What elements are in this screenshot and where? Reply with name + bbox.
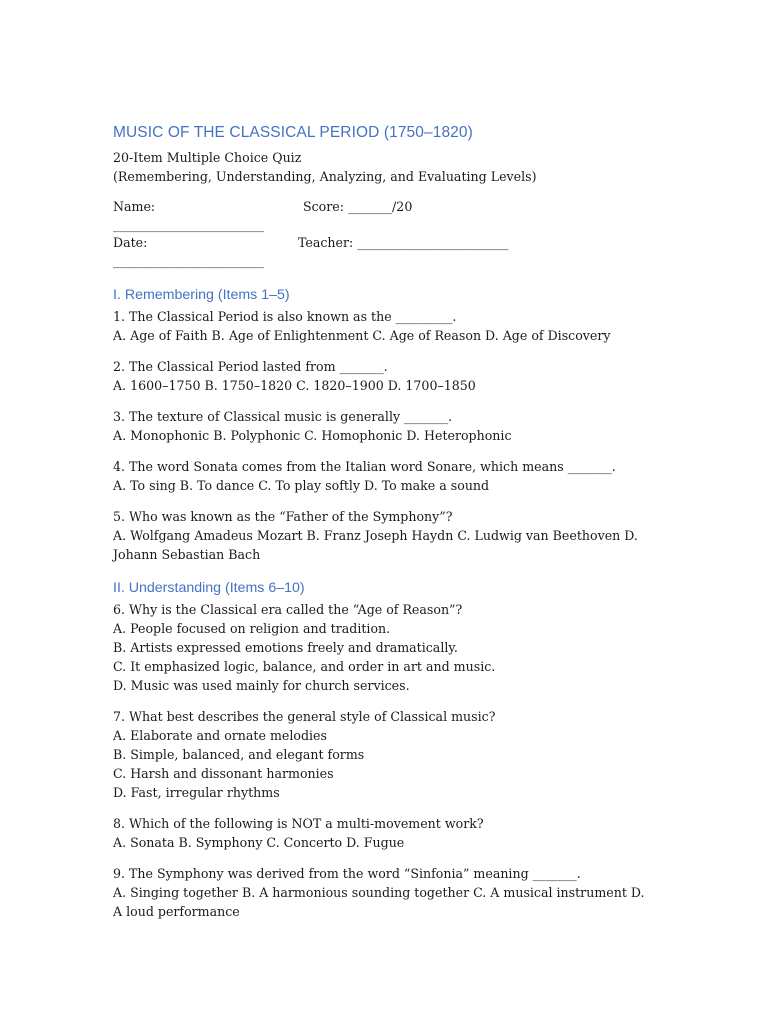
- question-options: A. Singing together B. A harmonious sounding together C. A musical instrument D. A loud performance: [113, 885, 645, 919]
- question-text: 9. The Symphony was derived from the word “Sinfonia” meaning _______.: [113, 866, 581, 881]
- question-item: [113, 864, 653, 921]
- question-text: 8. Which of the following is NOT a multi-movement work?: [113, 816, 484, 831]
- question-item: [113, 457, 653, 495]
- question-item: [113, 707, 653, 802]
- option-a: A. Elaborate and ornate melodies: [113, 728, 327, 743]
- question-options: A. Wolfgang Amadeus Mozart B. Franz Joseph Haydn C. Ludwig van Beethoven D. Johann Sebastian Bach: [113, 528, 638, 562]
- question-options: A. 1600–1750 B. 1750–1820 C. 1820–1900 D. 1700–1850: [113, 378, 476, 393]
- score-field[interactable]: Score: _______/20: [303, 199, 413, 214]
- quiz-subtitle: 20-Item Multiple Choice Quiz: [113, 150, 302, 165]
- question-text: 2. The Classical Period lasted from _______.: [113, 359, 388, 374]
- question-text: 3. The texture of Classical music is generally _______.: [113, 409, 453, 424]
- question-item: [113, 307, 653, 345]
- question-item: [113, 600, 653, 695]
- name-field[interactable]: Name: ________________________: [113, 199, 265, 232]
- question-options: A. To sing B. To dance C. To play softly D. To make a sound: [113, 478, 490, 493]
- question-text: 1. The Classical Period is also known as the _________.: [113, 309, 457, 324]
- option-a: A. People focused on religion and tradition.: [113, 621, 391, 636]
- option-c: C. It emphasized logic, balance, and order in art and music.: [113, 659, 496, 674]
- date-teacher-row: [113, 234, 653, 270]
- question-text: 6. Why is the Classical era called the “Age of Reason”?: [113, 602, 463, 617]
- document-body: [113, 124, 653, 933]
- date-field[interactable]: Date: ________________________: [113, 235, 265, 268]
- question-text: 4. The word Sonata comes from the Italian word Sonare, which means _______.: [113, 459, 616, 474]
- section-heading-understanding: II. Understanding (Items 6–10): [113, 580, 305, 596]
- question-item: [113, 407, 653, 445]
- option-d: D. Music was used mainly for church services.: [113, 678, 410, 693]
- question-options: A. Age of Faith B. Age of Enlightenment C. Age of Reason D. Age of Discovery: [113, 328, 611, 343]
- option-c: C. Harsh and dissonant harmonies: [113, 766, 334, 781]
- option-b: B. Simple, balanced, and elegant forms: [113, 747, 365, 762]
- question-item: [113, 814, 653, 852]
- question-options: A. Monophonic B. Polyphonic C. Homophonic D. Heterophonic: [113, 428, 512, 443]
- option-b: B. Artists expressed emotions freely and dramatically.: [113, 640, 458, 655]
- quiz-levels: (Remembering, Understanding, Analyzing, and Evaluating Levels): [113, 169, 537, 184]
- teacher-field[interactable]: Teacher: ________________________: [298, 235, 509, 250]
- question-item: [113, 507, 653, 564]
- question-item: [113, 357, 653, 395]
- document-title: MUSIC OF THE CLASSICAL PERIOD (1750–1820): [113, 124, 473, 141]
- question-text: 7. What best describes the general style of Classical music?: [113, 709, 496, 724]
- section-heading-remembering: I. Remembering (Items 1–5): [113, 287, 290, 303]
- option-d: D. Fast, irregular rhythms: [113, 785, 280, 800]
- name-score-row: [113, 198, 653, 234]
- question-text: 5. Who was known as the “Father of the Symphony”?: [113, 509, 453, 524]
- question-options: A. Sonata B. Symphony C. Concerto D. Fugue: [113, 835, 405, 850]
